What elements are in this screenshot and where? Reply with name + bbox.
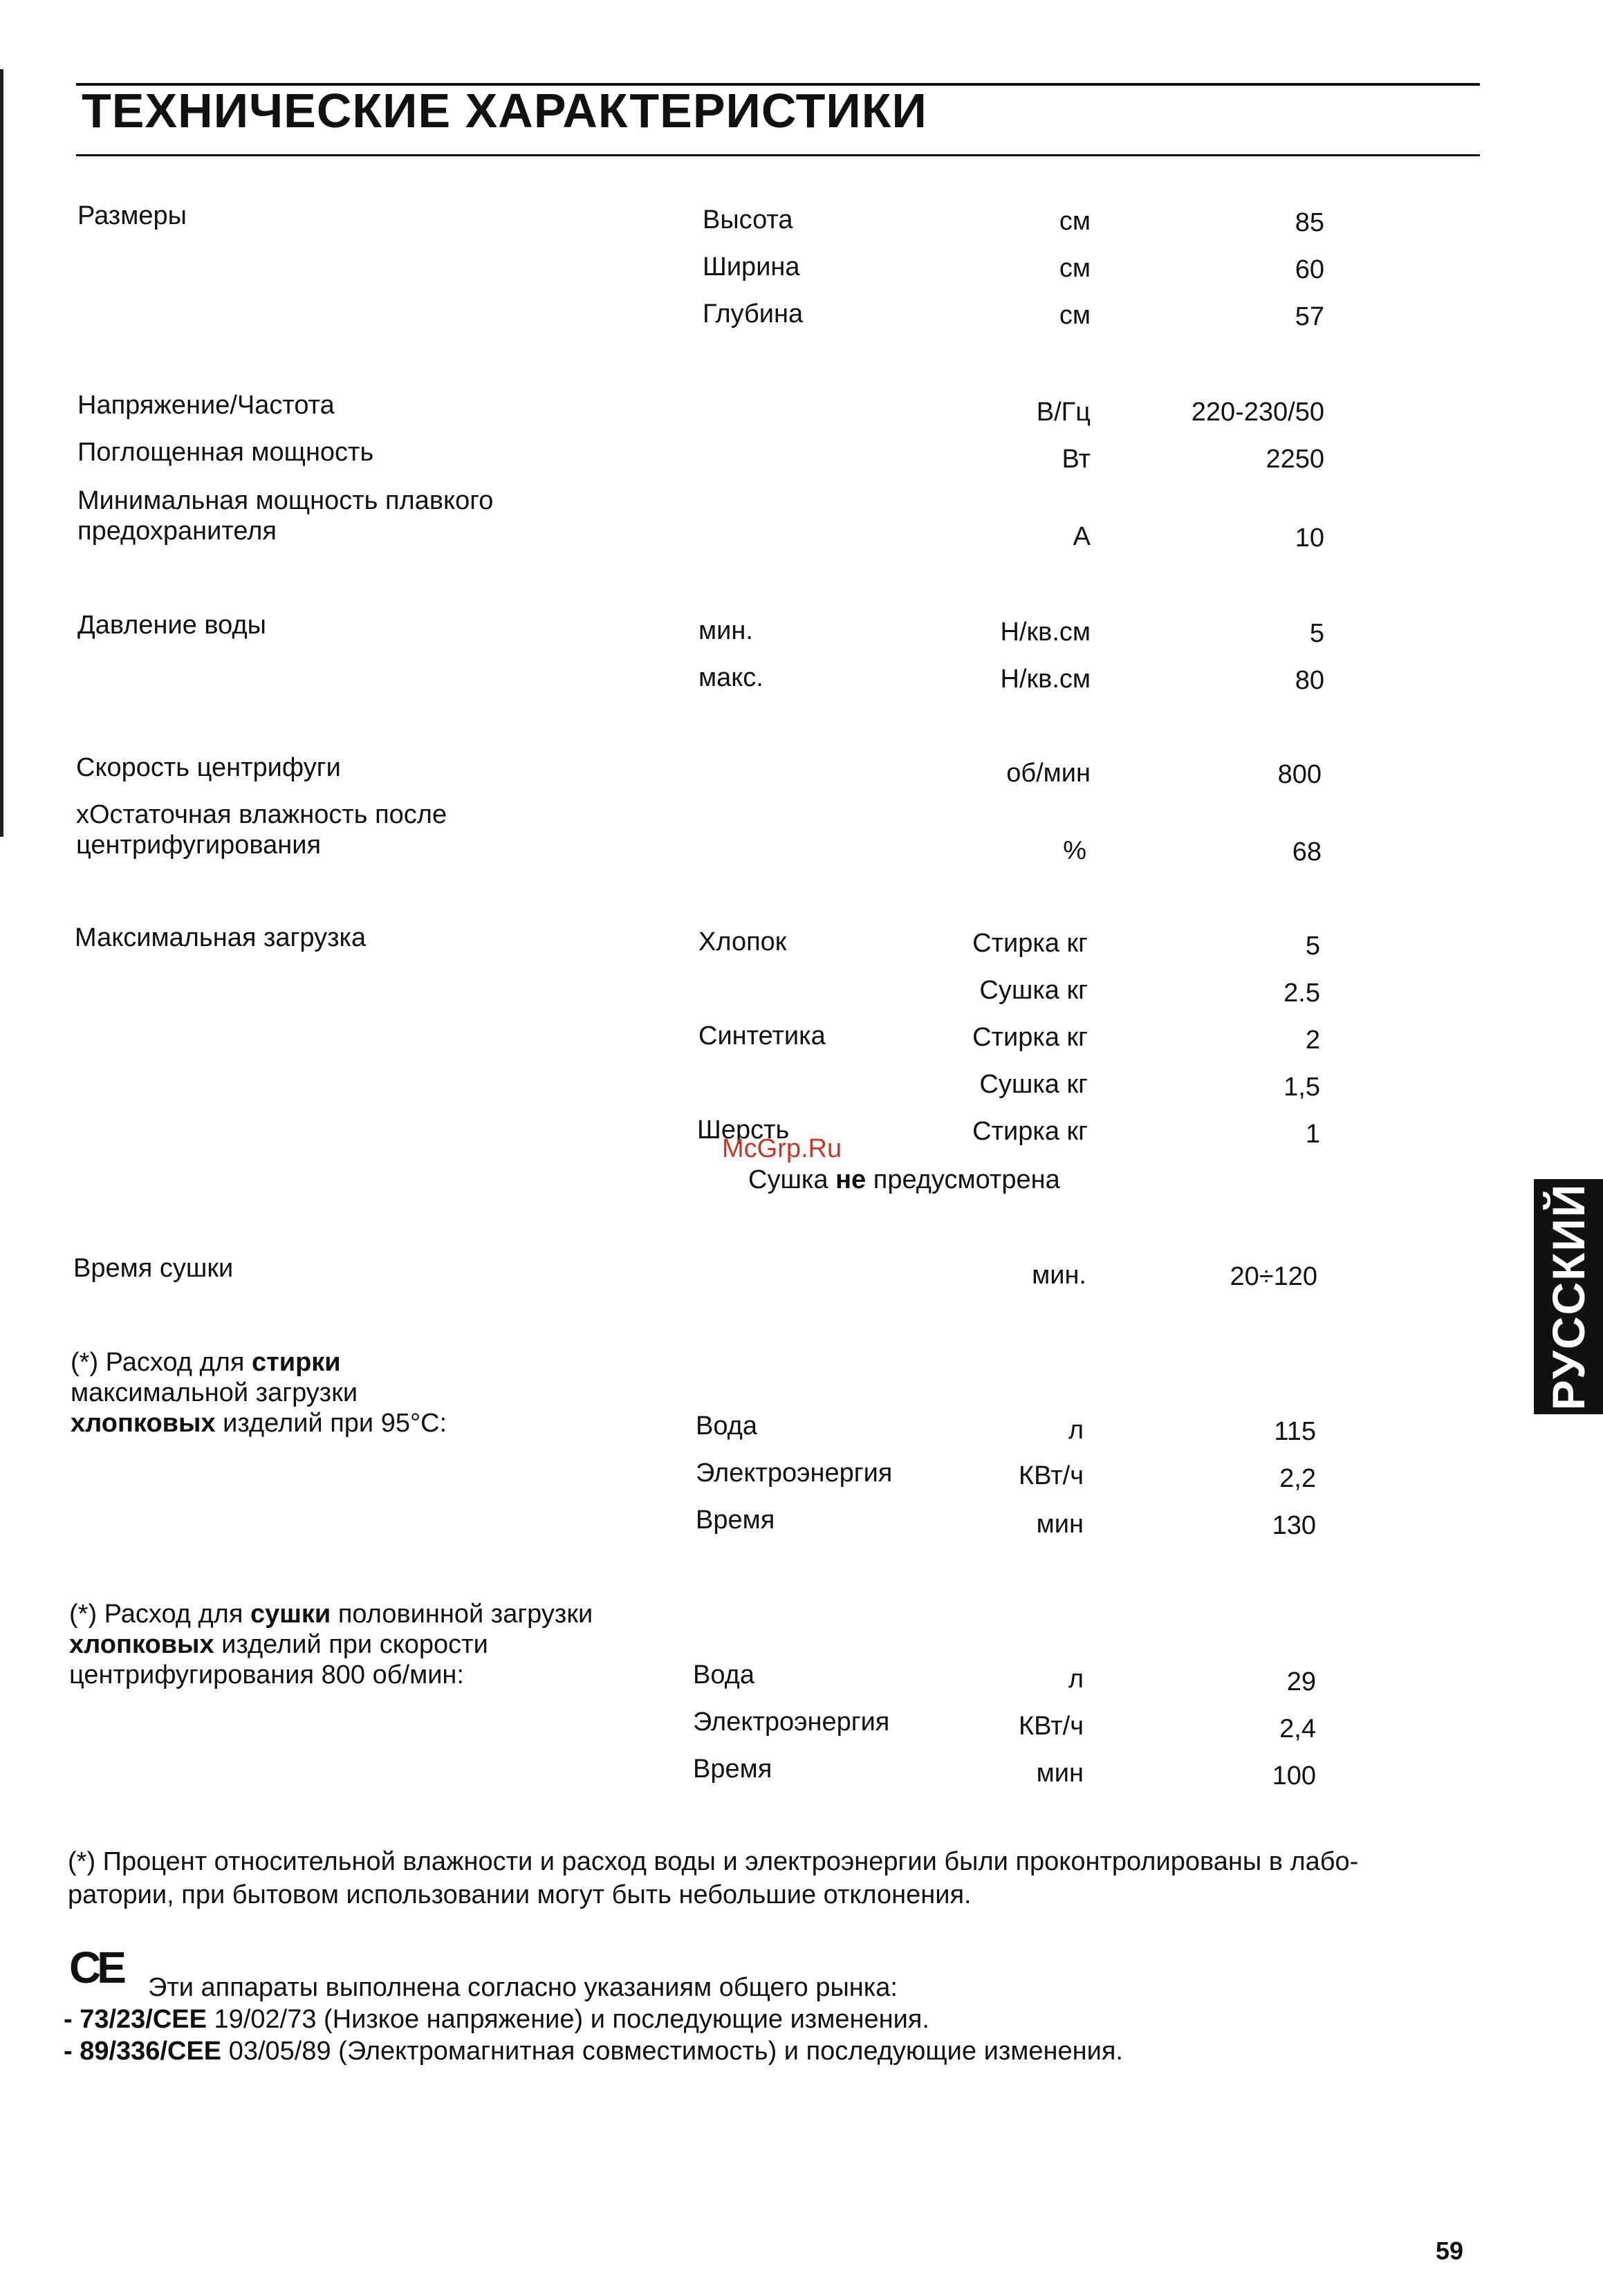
moisture-label-line2: центрифугирования	[76, 831, 322, 860]
fuse-label-line2: предохранителя	[77, 517, 277, 546]
ce-mark-icon: CE	[69, 1943, 122, 1992]
wash-consumption-line2: максимальной загрузки	[71, 1378, 358, 1407]
row-unit: КВт/ч	[1019, 1712, 1084, 1741]
power-label: Поглощенная мощность	[77, 438, 374, 467]
row-unit: Вт	[1062, 445, 1091, 474]
row-fabric: Синтетика	[698, 1021, 826, 1050]
row-unit: В/Гц	[1036, 398, 1091, 427]
row-mode: Стирка кг	[972, 1023, 1088, 1052]
row-value: 220-230/50	[1191, 398, 1324, 427]
row-unit: л	[1068, 1665, 1084, 1694]
footnote-line2: ратории, при бытовом использовании могут быть небольшие отклонения.	[68, 1880, 972, 1909]
dry-consumption-line3: центрифугирования 800 об/мин:	[69, 1660, 464, 1689]
row-value: 85	[1295, 208, 1324, 237]
dry-consumption-line2: хлопковых изделий при скорости	[69, 1630, 488, 1659]
row-value: 20÷120	[1230, 1262, 1317, 1291]
row-value: 800	[1277, 760, 1322, 789]
row-value: 2,2	[1279, 1464, 1316, 1493]
row-value: 68	[1292, 837, 1322, 867]
row-value: 1	[1305, 1120, 1320, 1149]
water-pressure-label: Давление воды	[77, 611, 266, 640]
dry-consumption-line1: (*) Расход для сушки половинной загрузки	[69, 1600, 593, 1629]
moisture-label-line1: хОстаточная влажность после	[76, 800, 447, 829]
row-name: Электроэнергия	[696, 1459, 893, 1488]
row-unit: мин	[1036, 1759, 1084, 1788]
row-value: 2	[1305, 1026, 1320, 1055]
row-unit: см	[1059, 254, 1091, 283]
wool-drying-note: Сушка не предусмотрена	[748, 1165, 1060, 1194]
dry-time-label: Время сушки	[73, 1254, 234, 1283]
row-unit: мин	[1036, 1510, 1084, 1539]
row-name: Вода	[693, 1660, 754, 1689]
row-name: Время	[696, 1506, 775, 1535]
row-name: Высота	[703, 205, 793, 234]
row-unit: об/мин	[1006, 759, 1091, 788]
row-unit: А	[1073, 522, 1091, 551]
row-name: Ширина	[703, 252, 800, 281]
row-name: Вода	[696, 1411, 757, 1441]
language-tab: РУССКИЙ	[1534, 1179, 1603, 1414]
row-value: 5	[1309, 619, 1324, 648]
spin-label: Скорость центрифуги	[76, 753, 341, 782]
row-value: 29	[1286, 1667, 1316, 1696]
row-unit: Н/кв.см	[1000, 618, 1091, 647]
row-unit: КВт/ч	[1019, 1461, 1084, 1490]
row-unit: см	[1059, 301, 1091, 330]
wash-consumption-line3: хлопковых изделий при 95°C:	[71, 1409, 447, 1438]
row-value: 2250	[1266, 445, 1324, 474]
row-value: 130	[1272, 1511, 1316, 1540]
wash-consumption-line1: (*) Расход для стирки	[71, 1348, 341, 1377]
row-name: Глубина	[703, 299, 804, 328]
row-value: 115	[1274, 1417, 1316, 1446]
row-fabric: Хлопок	[698, 927, 787, 956]
row-name: Время	[693, 1755, 772, 1784]
dimensions-label: Размеры	[77, 201, 187, 230]
row-value: 5	[1305, 932, 1320, 961]
row-name: макс.	[698, 663, 763, 692]
max-load-label: Максимальная загрузка	[75, 923, 367, 952]
row-mode: Стирка кг	[972, 1117, 1088, 1146]
row-value: 1,5	[1284, 1073, 1320, 1102]
voltage-label: Напряжение/Частота	[77, 391, 335, 420]
directive-73-23: - 73/23/CEE 19/02/73 (Низкое напряжение) и последующие изменения.	[64, 2005, 929, 2034]
page-number: 59	[1436, 2237, 1464, 2265]
row-value: 10	[1295, 524, 1324, 553]
row-unit: Н/кв.см	[1000, 665, 1091, 694]
row-value: 2.5	[1284, 979, 1320, 1008]
row-unit: мин.	[1032, 1261, 1086, 1290]
row-value: 100	[1272, 1761, 1316, 1790]
row-unit: л	[1068, 1416, 1084, 1445]
row-value: 60	[1295, 255, 1324, 284]
watermark: McGrp.Ru	[722, 1134, 842, 1163]
footnote-line1: (*) Процент относительной влажности и расход воды и электроэнергии были проконтролированы в лабо-	[68, 1847, 1359, 1876]
row-mode: Сушка кг	[979, 1070, 1088, 1099]
row-name: Электроэнергия	[693, 1707, 890, 1737]
row-unit: см	[1059, 207, 1091, 236]
row-fabric: Шерсть	[697, 1115, 790, 1145]
row-mode: Стирка кг	[972, 929, 1088, 958]
row-value: 57	[1295, 302, 1324, 331]
compliance-intro: Эти аппараты выполнена согласно указаниям общего рынка:	[148, 1973, 898, 2002]
row-name: мин.	[698, 616, 753, 645]
row-value: 2,4	[1279, 1714, 1316, 1743]
row-unit: %	[1063, 836, 1086, 865]
page-title: ТЕХНИЧЕСКИЕ ХАРАКТЕРИСТИКИ	[82, 84, 927, 138]
fuse-label-line1: Минимальная мощность плавкого	[77, 486, 494, 515]
title-rule	[76, 154, 1480, 156]
scan-edge-line	[0, 69, 3, 837]
directive-89-336: - 89/336/CEE 03/05/89 (Электромагнитная совместимость) и последующие изменения.	[64, 2037, 1123, 2066]
row-value: 80	[1295, 666, 1324, 695]
row-mode: Сушка кг	[979, 976, 1088, 1005]
